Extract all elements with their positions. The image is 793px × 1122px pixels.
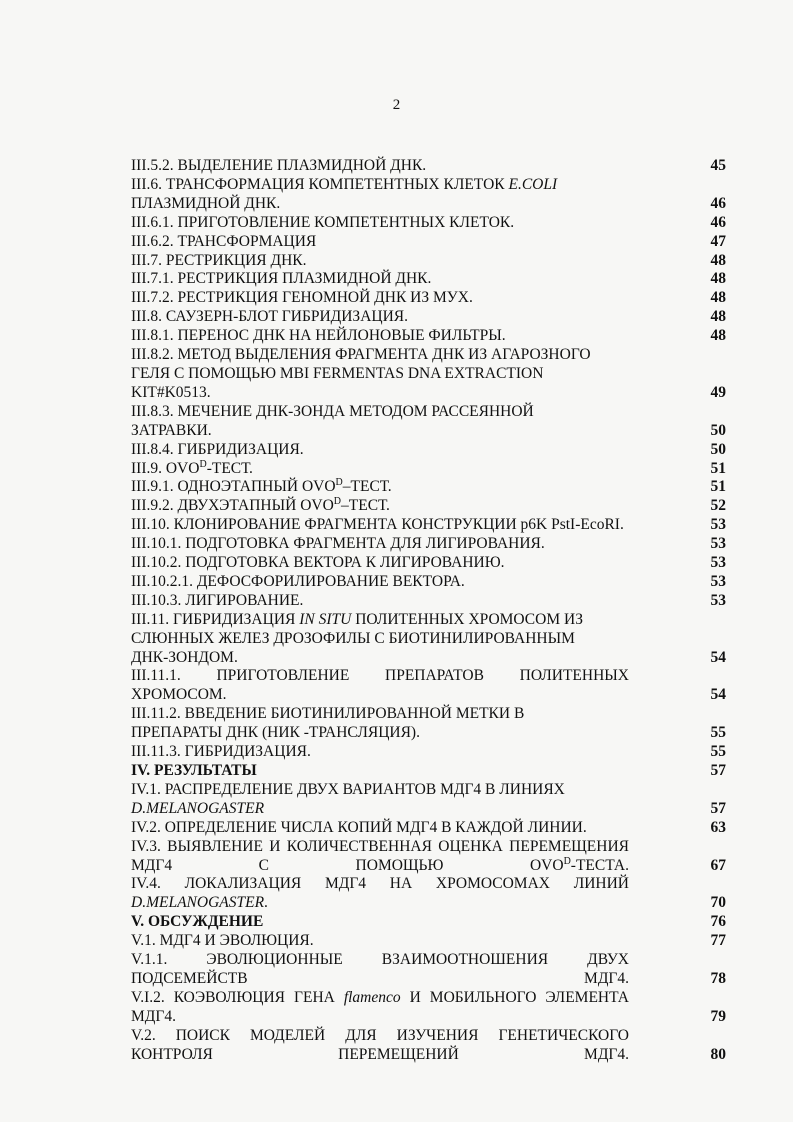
toc-entry — [0, 667, 793, 705]
toc-entry-title: IV.4. ЛОКАЛИЗАЦИЯ МДГ4 НА ХРОМОСОМАХ ЛИНИЙ D.MELANOGASTER. — [131, 875, 629, 912]
toc-entry — [0, 214, 793, 233]
toc-entry-page: 78 — [710, 969, 726, 987]
toc-entry-title: III.6.1. ПРИГОТОВЛЕНИЕ КОМПЕТЕНТНЫХ КЛЕТОК. — [131, 213, 515, 231]
toc-entry — [0, 1027, 793, 1065]
page-number: 2 — [392, 97, 401, 113]
toc-entry-title-line: III.6. ТРАНСФОРМАЦИЯ КОМПЕТЕНТНЫХ КЛЕТОК E.COLI — [131, 175, 558, 193]
toc-entry-title: III.10. КЛОНИРОВАНИЕ ФРАГМЕНТА КОНСТРУКЦИИ p6K PstI-EcoRI. — [131, 516, 624, 534]
toc-entry-title: IV.3. ВЫЯВЛЕНИЕ И КОЛИЧЕСТВЕННАЯ ОЦЕНКА ПЕРЕМЕЩЕНИЯ МДГ4 С ПОМОЩЬЮ $OVO^D$-ТЕСТА. — [131, 837, 629, 874]
toc-entry — [0, 403, 793, 441]
toc-entry-page: 48 — [710, 308, 726, 326]
toc-entry-title-line: D.MELANOGASTER — [131, 799, 265, 817]
toc-entry — [0, 932, 793, 951]
toc-entry-page: 48 — [710, 327, 726, 345]
toc-entry-title — [131, 705, 629, 743]
toc-entry — [0, 497, 793, 516]
table-of-contents — [0, 157, 793, 1065]
toc-entry-page: 49 — [710, 383, 726, 401]
toc-entry — [0, 611, 793, 668]
toc-entry-page: 47 — [710, 232, 726, 250]
toc-entry-page: 57 — [710, 762, 726, 779]
toc-entry-title: III.5.2. ВЫДЕЛЕНИЕ ПЛАЗМИДНОЙ ДНК. — [131, 157, 427, 174]
toc-entry — [0, 838, 793, 876]
toc-entry — [0, 592, 793, 611]
toc-entry — [0, 535, 793, 554]
toc-entry — [0, 176, 793, 214]
toc-entry — [0, 478, 793, 497]
toc-entry-page: 63 — [710, 818, 726, 836]
toc-entry — [0, 743, 793, 762]
toc-entry — [0, 705, 793, 743]
toc-entry-page: 50 — [710, 421, 726, 439]
toc-entry-title: IV. РЕЗУЛЬТАТЫ — [131, 762, 257, 779]
toc-entry-title — [131, 403, 629, 441]
toc-section-heading — [0, 913, 793, 932]
toc-entry — [0, 441, 793, 460]
toc-entry — [0, 819, 793, 838]
toc-entry-page: 76 — [710, 913, 726, 931]
toc-entry-title: V.1.1. ЭВОЛЮЦИОННЫЕ ВЗАИМООТНОШЕНИЯ ДВУХ ПОДСЕМЕЙСТВ МДГ4. — [131, 951, 629, 987]
toc-entry-page: 57 — [710, 799, 726, 817]
toc-entry-page: 55 — [710, 724, 726, 742]
toc-entry-title — [131, 346, 629, 403]
toc-entry-page: 53 — [710, 516, 726, 534]
toc-entry-title: III.10.2. ПОДГОТОВКА ВЕКТОРА К ЛИГИРОВАНИЮ. — [131, 554, 505, 572]
toc-entry-title: III.8.1. ПЕРЕНОС ДНК НА НЕЙЛОНОВЫЕ ФИЛЬТРЫ. — [131, 327, 506, 345]
toc-entry-title: III.10.1. ПОДГОТОВКА ФРАГМЕНТА ДЛЯ ЛИГИРОВАНИЯ. — [131, 535, 545, 553]
toc-entry — [0, 516, 793, 535]
toc-entry — [0, 270, 793, 289]
toc-entry-title — [131, 611, 629, 668]
toc-entry-title-line: III.11. ГИБРИДИЗАЦИЯ IN SITU ПОЛИТЕННЫХ ХРОМОСОМ ИЗ — [131, 610, 583, 628]
toc-entry-title: III.6.2. ТРАНСФОРМАЦИЯ — [131, 232, 317, 250]
toc-entry-page: 51 — [710, 459, 726, 477]
toc-entry — [0, 346, 793, 403]
toc-entry-page: 46 — [710, 213, 726, 231]
toc-entry-title-line: III.8.2. МЕТОД ВЫДЕЛЕНИЯ ФРАГМЕНТА ДНК ИЗ АГАРОЗНОГО — [131, 346, 591, 364]
toc-entry-title-line: ПРЕПАРАТЫ ДНК (НИК -ТРАНСЛЯЦИЯ). — [131, 724, 420, 742]
toc-entry-title: V. ОБСУЖДЕНИЕ — [131, 913, 264, 931]
toc-entry — [0, 573, 793, 592]
toc-entry-page: 48 — [710, 289, 726, 307]
toc-entry-title-line: ГЕЛЯ С ПОМОЩЬЮ MBI FERMENTAS DNA EXTRACTION — [131, 364, 544, 382]
toc-entry — [0, 157, 793, 176]
toc-entry-page: 53 — [710, 554, 726, 572]
toc-entry-page: 54 — [710, 648, 726, 666]
toc-entry-page: 79 — [710, 1007, 726, 1025]
toc-entry-title: III.8. САУЗЕРН-БЛОТ ГИБРИДИЗАЦИЯ. — [131, 308, 408, 326]
toc-entry-title: III.9.1. ОДНОЭТАПНЫЙ $OVO^D$–ТЕСТ. — [131, 477, 392, 496]
toc-entry-title: III.7.1. РЕСТРИКЦИЯ ПЛАЗМИДНОЙ ДНК. — [131, 270, 432, 288]
toc-entry-title: III.11.3. ГИБРИДИЗАЦИЯ. — [131, 743, 311, 761]
toc-entry-title-line: ДНК-ЗОНДОМ. — [131, 648, 238, 666]
toc-entry — [0, 327, 793, 346]
toc-entry-title: III.7.2. РЕСТРИКЦИЯ ГЕНОМНОЙ ДНК ИЗ МУХ. — [131, 289, 473, 307]
toc-entry-page: 52 — [710, 497, 726, 515]
toc-entry-title: V.2. ПОИСК МОДЕЛЕЙ ДЛЯ ИЗУЧЕНИЯ ГЕНЕТИЧЕСКОГО КОНТРОЛЯ ПЕРЕМЕЩЕНИЙ МДГ4. — [131, 1026, 629, 1063]
toc-entry-page: 80 — [710, 1045, 726, 1063]
toc-entry — [0, 460, 793, 479]
toc-entry-title: III.9.2. ДВУХЭТАПНЫЙ $OVO^D$–ТЕСТ. — [131, 496, 390, 515]
toc-entry-page: 46 — [710, 194, 726, 212]
toc-entry-title: IV.2. ОПРЕДЕЛЕНИЕ ЧИСЛА КОПИЙ МДГ4 В КАЖДОЙ ЛИНИИ. — [131, 818, 587, 836]
toc-entry-page: 48 — [710, 270, 726, 288]
toc-entry — [0, 781, 793, 819]
toc-entry-title: III.9. $OVO^D$-ТЕСТ. — [131, 458, 253, 477]
toc-entry-title — [131, 781, 629, 819]
toc-entry-page: 55 — [710, 743, 726, 761]
toc-entry-page: 45 — [710, 157, 726, 174]
toc-entry — [0, 289, 793, 308]
toc-entry-page: 51 — [710, 478, 726, 496]
toc-entry — [0, 308, 793, 327]
toc-entry-title-line: СЛЮННЫХ ЖЕЛЕЗ ДРОЗОФИЛЫ С БИОТИНИЛИРОВАННЫМ — [131, 629, 575, 647]
toc-entry-title-line: KIT#K0513. — [131, 383, 211, 401]
toc-entry-page: 48 — [710, 251, 726, 269]
toc-entry-title-line: III.8.3. МЕЧЕНИЕ ДНК-ЗОНДА МЕТОДОМ РАССЕЯННОЙ — [131, 402, 534, 420]
toc-entry-title-line: ЗАТРАВКИ. — [131, 421, 212, 439]
toc-entry — [0, 233, 793, 252]
toc-entry-title-line: III.11.2. ВВЕДЕНИЕ БИОТИНИЛИРОВАННОЙ МЕТКИ В — [131, 705, 525, 723]
toc-entry-page: 67 — [710, 856, 726, 874]
toc-section-heading — [0, 762, 793, 781]
toc-entry — [0, 989, 793, 1027]
toc-entry-title: III.7. РЕСТРИКЦИЯ ДНК. — [131, 251, 307, 269]
toc-entry — [0, 875, 793, 913]
toc-entry-page: 53 — [710, 591, 726, 609]
toc-entry-title: III.8.4. ГИБРИДИЗАЦИЯ. — [131, 440, 304, 458]
toc-entry-page: 53 — [710, 535, 726, 553]
toc-entry-title: V.I.2. КОЭВОЛЮЦИЯ ГЕНА flamenco И МОБИЛЬНОГО ЭЛЕМЕНТА МДГ4. — [131, 988, 629, 1025]
toc-entry — [0, 951, 793, 989]
toc-entry-title: III.10.2.1. ДЕФОСФОРИЛИРОВАНИЕ ВЕКТОРА. — [131, 572, 465, 590]
toc-entry — [0, 252, 793, 271]
toc-entry-title-line: IV.1. РАСПРЕДЕЛЕНИЕ ДВУХ ВАРИАНТОВ МДГ4 В ЛИНИЯХ — [131, 780, 565, 798]
toc-entry-title: III.11.1. ПРИГОТОВЛЕНИЕ ПРЕПАРАТОВ ПОЛИТЕННЫХ ХРОМОСОМ. — [131, 667, 629, 704]
toc-entry-page: 54 — [710, 686, 726, 704]
toc-entry-title: III.10.3. ЛИГИРОВАНИЕ. — [131, 591, 304, 609]
toc-entry-title — [131, 176, 629, 214]
toc-entry — [0, 554, 793, 573]
toc-entry-title: V.1. МДГ4 И ЭВОЛЮЦИЯ. — [131, 932, 314, 950]
toc-entry-page: 77 — [710, 932, 726, 950]
toc-entry-page: 53 — [710, 572, 726, 590]
toc-entry-page: 50 — [710, 440, 726, 458]
toc-entry-page: 70 — [710, 894, 726, 912]
toc-entry-title-line: ПЛАЗМИДНОЙ ДНК. — [131, 194, 281, 212]
